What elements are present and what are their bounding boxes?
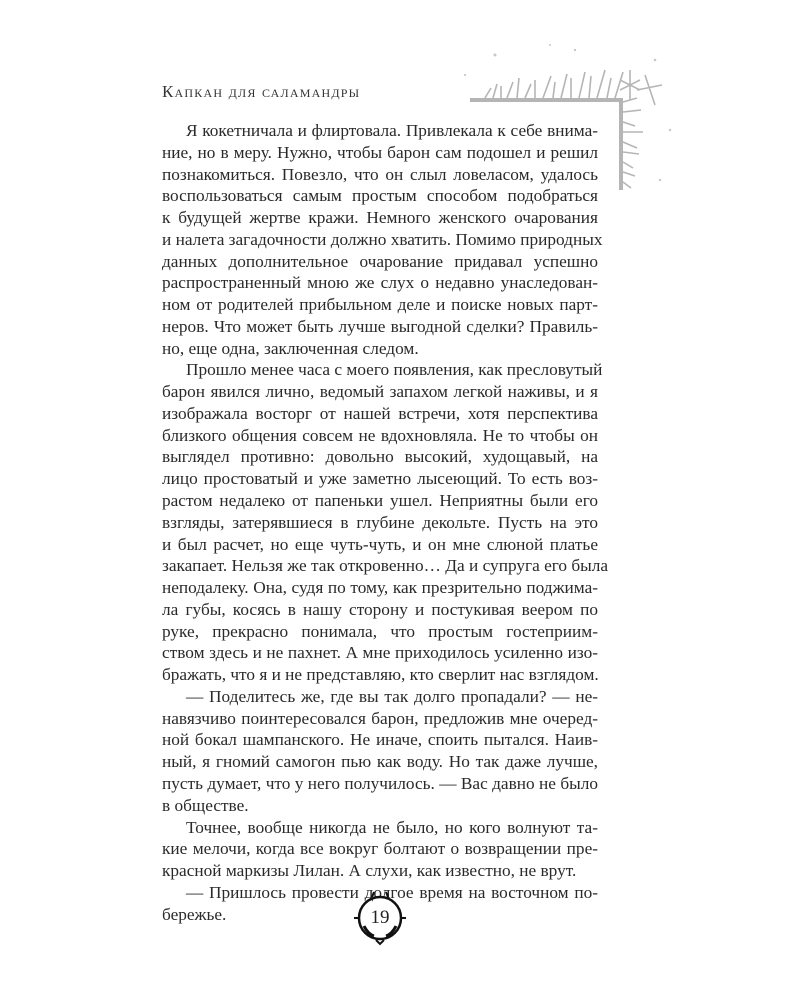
text-line: Точнее, вообще никогда не было, но кого волнуют та- (186, 817, 598, 837)
text-line: взгляды, затерявшиеся в глубине декольте. Пусть на это (162, 512, 598, 532)
text-line: к будущей жертве кражи. Немного женского очарования (162, 208, 598, 228)
text-line: изображала восторг от нашей встречи, хотя перспектива (162, 403, 598, 423)
page-number: 19 (370, 907, 390, 928)
text-line: ном от родителей прибыльном деле и поиске новых парт- (162, 295, 598, 315)
text-line: воспользоваться самым простым способом подобраться (162, 186, 598, 206)
text-line: барон явился лично, ведомый запахом легкой наживы, и я (162, 382, 598, 402)
text-line: кие мелочи, когда все вокруг болтают о возвращении пре- (162, 839, 598, 859)
text-line: ный, я гномий самогон пью как воду. Но так даже лучше, (162, 752, 598, 772)
text-line: в обществе. (162, 795, 249, 815)
text-line: и был расчет, но еще чуть-чуть, и он мне слюной платье (162, 534, 598, 554)
text-line: неров. Что может быть лучше выгодной сделки? Правиль- (162, 316, 598, 336)
text-line: близкого общения совсем не вдохновляла. Не то чтобы он (162, 425, 598, 445)
text-line: — Пришлось провести долгое время на восточном по- (186, 882, 598, 902)
text-line: ством здесь и не пахнет. А мне приходилось усиленно изо- (162, 643, 598, 663)
text-line: и налета загадочности должно хватить. Помимо природных (162, 229, 603, 249)
page-number-badge (350, 888, 410, 948)
text-line: руке, прекрасно понимала, что простым гостеприим- (162, 621, 598, 641)
text-line: — Поделитесь же, где вы так долго пропадали? — не- (186, 686, 598, 706)
text-line: ной бокал шампанского. Не иначе, споить пытался. Наив- (162, 730, 598, 750)
text-line: но, еще одна, заключенная следом. (162, 338, 419, 358)
text-line: ла губы, косясь в нашу сторону и постукивая веером по (162, 599, 598, 619)
paragraph (162, 359, 609, 685)
text-line: познакомиться. Повезло, что он слыл ловеласом, удалось (162, 164, 598, 184)
paragraph (162, 817, 598, 882)
running-head: Капкан для саламандры (162, 82, 361, 101)
text-line: растом недалеко от папеньки ушел. Неприятны были его (162, 491, 598, 511)
text-line: неподалеку. Она, судя по тому, как презрительно поджима- (162, 578, 598, 598)
body-text (162, 120, 609, 925)
text-line: данных дополнительное очарование придавал успешно (162, 251, 598, 271)
text-line: навязчиво поинтересовался барон, предложив мне очеред- (162, 708, 598, 728)
paragraph (162, 686, 598, 817)
text-line: бражать, что я и не представляю, кто сверлит нас взглядом. (162, 665, 599, 685)
text-line: красной маркизы Лилан. А слухи, как известно, не врут. (162, 861, 577, 881)
text-line: Я кокетничала и флиртовала. Привлекала к себе внима- (186, 121, 598, 140)
paragraph (162, 120, 603, 359)
text-line: лицо простоватый и уже заметно лысеющий. То есть воз- (162, 469, 598, 489)
text-line: Прошло менее часа с моего появления, как пресловутый (186, 360, 603, 380)
text-line: распространенный мною же слух о недавно унаследован- (162, 273, 598, 293)
text-line: выглядел противно: довольно высокий, худощавый, на (162, 447, 598, 467)
text-line: бережье. (162, 904, 227, 924)
text-line: закапает. Нельзя же так откровенно… Да и супруга его была (162, 556, 609, 576)
text-line: ние, но в меру. Нужно, чтобы барон сам подошел и решил (162, 142, 598, 162)
text-line: пусть думает, что у него получилось. — Вас давно не было (162, 773, 598, 793)
